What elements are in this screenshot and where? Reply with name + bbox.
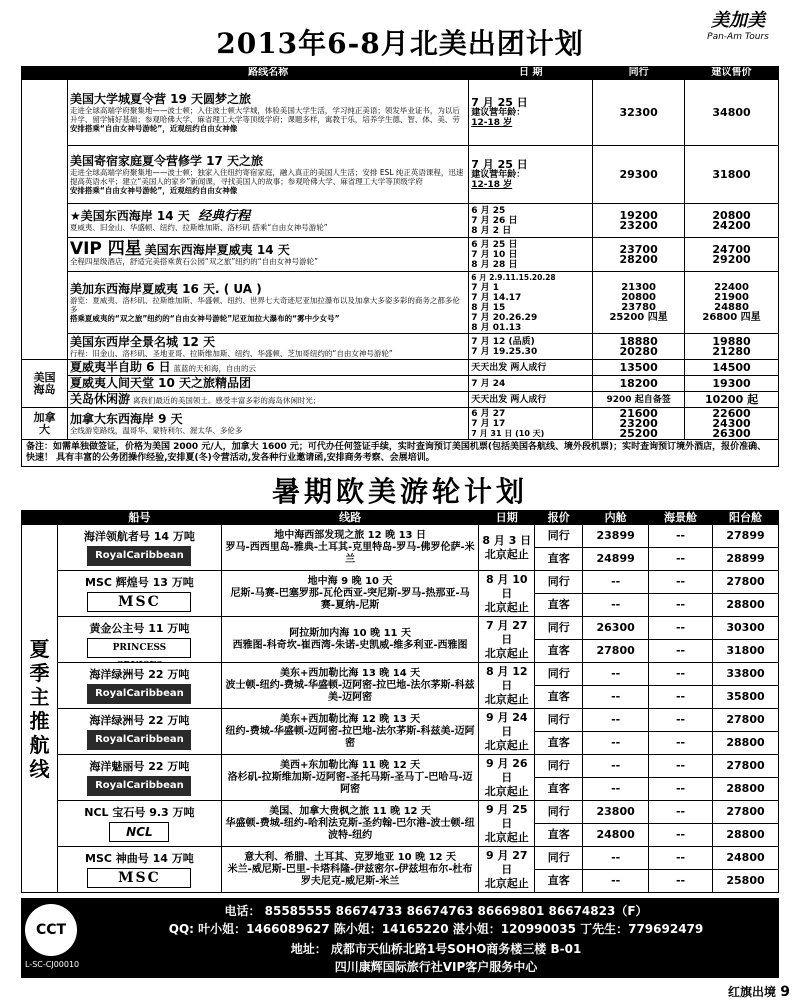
sail-date: 8 月 3 日: [482, 533, 532, 547]
balcony-price: 27899: [713, 525, 779, 548]
date-cell: [469, 146, 593, 204]
price-category: 同行: [535, 709, 583, 732]
route-cell: [67, 80, 468, 146]
retail-price: 22600 24300 26300: [685, 408, 779, 440]
oceanview-price: --: [649, 709, 713, 732]
route-cell: [221, 617, 478, 663]
side-label: [22, 525, 58, 893]
footer: [21, 898, 779, 978]
star-icon: ★: [69, 208, 81, 223]
date: 7 月 25 日: [471, 95, 528, 109]
retail-price: 14500: [685, 360, 779, 376]
route-name: 美国东西海岸夏威夷 14 天: [144, 242, 290, 257]
note-row: [22, 440, 779, 467]
route-title: 阿拉斯加内海 10 晚 11 天: [289, 627, 411, 639]
sail-date: 7 月 27 日: [485, 618, 528, 646]
peer-price: 13500: [593, 360, 685, 376]
departure-city: 北京起止: [484, 830, 529, 844]
ship-name: MSC 辉煌号 13 万吨: [85, 575, 194, 589]
header-peer: 同行: [593, 67, 685, 80]
departure-city: 北京起止: [484, 646, 529, 660]
balcony-price: 27800: [713, 801, 779, 824]
cruise-line-logo: RoyalCaribbean: [87, 730, 191, 750]
peer-price: 18880 20280: [593, 334, 685, 360]
route-desc: 行程：旧金山、洛杉矶、圣地亚哥、拉斯维加斯、纽约、华盛顿、芝加哥纽约的“自由女神号游轮”: [69, 348, 393, 358]
retail-price: 20800 24200: [685, 204, 779, 238]
sail-date: 8 月 12 日: [485, 664, 528, 692]
route-title: 意大利、希腊、土耳其、克罗地亚 10 晚 12 天: [244, 851, 456, 863]
date-cell: [469, 238, 593, 272]
route-title: 美东+西加勒比海 12 晚 13 天: [280, 713, 421, 725]
route-cell: [221, 847, 478, 893]
balcony-price: 28800: [713, 732, 779, 755]
date-cell: [479, 709, 535, 755]
route-name: 美国大学城夏令营 19 天圆梦之旅: [69, 91, 251, 106]
route-cell: [221, 801, 478, 847]
peer-price: 32300: [593, 80, 685, 146]
route-name: 美国东西海岸 14 天: [80, 208, 190, 223]
cruise-line-logo: NCL: [109, 822, 169, 842]
price-category: 直客: [535, 732, 583, 755]
date-cell: [479, 755, 535, 801]
inside-price: 23899: [583, 525, 649, 548]
sail-date: 9 月 25 日: [485, 802, 528, 830]
ship-name: NCL 宝石号 9.3 万吨: [84, 805, 195, 819]
oceanview-price: --: [649, 617, 713, 640]
ship-name: 海洋魅丽号 22 万吨: [89, 759, 190, 773]
inside-price: 26300: [583, 617, 649, 640]
inside-price: --: [583, 594, 649, 617]
inside-price: --: [583, 732, 649, 755]
oceanview-price: --: [649, 663, 713, 686]
peer-price: 18200: [593, 376, 685, 392]
ship-cell: [57, 709, 221, 755]
date-cell: 6 月 2.9.11.15.20.28 7 月 1 7 月 14.17 8 月 15 7 月 20.26.29 8 月 01.13: [469, 272, 593, 334]
inside-price: --: [583, 709, 649, 732]
balcony-price: 28800: [713, 778, 779, 801]
route-highlight: 搭乘夏威夷的“双之旅”纽约的“自由女神号游轮”尼亚加拉大瀑布的“雾中少女号”: [69, 313, 340, 323]
price-category: 同行: [535, 801, 583, 824]
oceanview-price: --: [649, 594, 713, 617]
price-category: 直客: [535, 594, 583, 617]
route-title: 地中海西部发现之旅 12 晚 13 日: [274, 529, 426, 541]
route-name: 美加东西海岸夏威夷 16 天. ( UA ): [69, 281, 262, 296]
date-cell: 7 月 12 (品质) 7 月 19.25.30: [469, 334, 593, 360]
route-ports: 洛杉矶-拉斯维加斯-迈阿密-圣托马斯-圣马丁-巴哈马-迈阿密: [227, 771, 473, 795]
price-category: 直客: [535, 686, 583, 709]
cruise-title: 暑期欧美游轮计划: [271, 475, 528, 508]
cct-logo: CCT: [25, 904, 77, 956]
balcony-price: 35800: [713, 686, 779, 709]
oceanview-price: --: [649, 847, 713, 870]
cruise-line-logo: RoyalCaribbean: [87, 684, 191, 704]
side-header: [22, 511, 58, 525]
route-cell: [67, 238, 468, 272]
license-number: L-SC-CJ00010: [25, 960, 80, 969]
date: 6 月 25 日: [471, 239, 518, 250]
balcony-price: 28899: [713, 548, 779, 571]
route-desc: 夏威夷、旧金山、华盛顿、纽约、拉斯维加斯、洛杉矶 搭乘“自由女神号游轮”: [69, 222, 328, 232]
route-ports: 纽约-费城-华盛顿-迈阿密-拉巴地-法尔茅斯-科兹美-迈阿密: [225, 725, 475, 749]
date: 6 月 25: [471, 205, 506, 216]
price-category: 直客: [535, 778, 583, 801]
departure-city: 北京起止: [484, 547, 529, 561]
route-cell: [221, 571, 478, 617]
sail-date: 9 月 24 日: [485, 710, 528, 738]
table-row: [22, 617, 779, 640]
table-row: [22, 801, 779, 824]
balcony-price: 31800: [713, 640, 779, 663]
inside-price: --: [583, 870, 649, 893]
region-header: [22, 67, 68, 80]
ship-name: MSC 神曲号 14 万吨: [85, 851, 194, 865]
date: 7 月 26 日: [471, 215, 518, 226]
route-title: 美西+东加勒比海 11 晚 12 天: [280, 759, 421, 771]
inside-price: 24800: [583, 824, 649, 847]
page-label: 红旗出境: [728, 985, 777, 999]
contact-phone: 电话： 85585555 86674733 86674763 86669801 86674823（F）: [224, 904, 648, 918]
oceanview-price: --: [649, 686, 713, 709]
table-row: [22, 755, 779, 778]
route-ports: 米兰-威尼斯-巴里-卡塔科隆-伊兹密尔-伊兹坦布尔-杜布罗夫尼克-威尼斯-米兰: [227, 863, 473, 887]
route-cell: 加拿大东西海岸 9 天 全线游览路线，温哥华、蒙特利尔、渥太华、多伦多: [67, 408, 468, 440]
ship-cell: [57, 755, 221, 801]
balcony-price: 25800: [713, 870, 779, 893]
region-cell: [22, 80, 68, 360]
date-cell: [479, 847, 535, 893]
peer-price: 23700 28200: [593, 238, 685, 272]
ship-cell: [57, 847, 221, 893]
side-label-text: 夏 季 主 推 航 线: [29, 636, 50, 781]
date-cell: [469, 204, 593, 238]
retail-price: 22400 21900 24880 26800 四星: [685, 272, 779, 334]
cruise-line-logo: RoyalCaribbean: [87, 776, 191, 796]
header-retail: 建议售价: [685, 67, 779, 80]
route-title: 美国、加拿大贵枫之旅 11 晚 12 天: [269, 805, 431, 817]
departure-city: 北京起止: [484, 600, 529, 614]
ship-name: 黄金公主号 11 万吨: [89, 621, 190, 635]
sail-date: 9 月 26 日: [485, 756, 528, 784]
sail-date: 8 月 10 日: [485, 572, 528, 600]
route-cell: [221, 755, 478, 801]
retail-price: 19880 21280: [685, 334, 779, 360]
route-desc: 走进全球高端学府聚集地——波士顿；入住波士顿大学城，体验美国大学生活，学习纯正美语；领发毕业证书，为以后升学、留学铺好基础；参观哈佛大学、麻省理工大学等顶级学府；课题多样，寓教于乐，培养学生德、智、体、美、劳: [69, 105, 460, 124]
cruise-line-logo: MSC: [87, 592, 191, 612]
departure-city: 北京起止: [484, 738, 529, 752]
date-cell: 6 月 27 7 月 17 7 月 31 日 (10 天): [469, 408, 593, 440]
table-row: [22, 334, 779, 360]
route-cell: 关岛休闲游 离我们最近的美国领土。感受丰富多彩的海岛休闲时光；: [67, 392, 468, 408]
route-desc: 走进全球高端学府聚集地——波士顿；独家入住纽约寄宿家庭，融入真正的美国人生活；安排 ESL 纯正英语课程，迅速提高英语水平；建立“美国人的家乡”新闻课，寻找美国人的故事；参观哈佛大学、麻省理工大学等顶级学府: [69, 167, 464, 186]
age-note: 建议营年龄：: [471, 107, 526, 118]
vip-label: VIP 四星: [69, 238, 142, 259]
route-cell: [67, 272, 468, 334]
cruise-line-logo: RoyalCaribbean: [87, 546, 191, 566]
inside-price: --: [583, 778, 649, 801]
retail-price: 19300: [685, 376, 779, 392]
date-cell: 天天出发 两人成行: [469, 392, 593, 408]
oceanview-price: --: [649, 755, 713, 778]
header-inside: 内舱: [583, 511, 649, 525]
company-name: 四川康辉国际旅行社VIP客户服务中心: [334, 960, 538, 974]
ship-cell: [57, 801, 221, 847]
ship-cell: [57, 525, 221, 571]
ship-name: 海洋领航者号 14 万吨: [83, 529, 195, 543]
price-category: 同行: [535, 617, 583, 640]
date-cell: [479, 801, 535, 847]
oceanview-price: --: [649, 640, 713, 663]
cruise-line-logo: MSC: [87, 868, 191, 888]
price-category: 直客: [535, 870, 583, 893]
route-cell: [67, 334, 468, 360]
oceanview-price: --: [649, 732, 713, 755]
route-title: 美东+西加勒比海 13 晚 14 天: [280, 667, 421, 679]
header-route: 线路: [221, 511, 478, 525]
table-row: [22, 238, 779, 272]
balcony-price: 28800: [713, 594, 779, 617]
departure-city: 北京起止: [484, 784, 529, 798]
oceanview-price: --: [649, 571, 713, 594]
date: 8 月 2 日: [471, 225, 512, 236]
oceanview-price: --: [649, 525, 713, 548]
route-name: 美国东西岸全景名城 12 天: [69, 334, 215, 349]
inside-price: --: [583, 847, 649, 870]
note-text: 备注：如需单独做签证，价格为美国 2000 元/人，加拿大 1600 元；可代办任何签证手续，实时查询预订美国机票(包括美国各航线、境外段机票)；实时查询预订境外酒店，报价准确、快速！ 具有丰富的公务团操作经验,安排夏(冬)令营活动,发各种行业邀请函,安排商务考察、会展培训。: [22, 440, 779, 467]
table-row: [22, 571, 779, 594]
inside-price: 27800: [583, 640, 649, 663]
table-row: [22, 80, 779, 146]
age-range: 12-18 岁: [471, 117, 513, 128]
route-highlight: 安排搭乘“自由女神号游轮”，近观纽约自由女神像: [69, 123, 238, 133]
table-row: [22, 847, 779, 870]
table-row: [22, 376, 779, 392]
page-title: 2013年6-8月北美出团计划: [216, 27, 584, 60]
table-row: [22, 146, 779, 204]
table-row: [22, 525, 779, 548]
date-cell: [479, 617, 535, 663]
age-range: 12-18 岁: [471, 179, 513, 190]
header-ship: 船号: [57, 511, 221, 525]
peer-price: 21300 20800 23780 25200 四星: [593, 272, 685, 334]
price-category: 同行: [535, 847, 583, 870]
route-desc: 全程四星级酒店，舒适完美搭乘黄石公园“双之旅”纽约的“自由女神号游轮”: [69, 256, 318, 266]
contact-address: 地址： 成都市天仙桥北路1号SOHO商务楼三楼 B-01: [290, 942, 582, 956]
inside-price: --: [583, 571, 649, 594]
table-row: [22, 360, 779, 376]
logo-cn: 美加美: [711, 10, 765, 31]
route-ports: 罗马-西西里岛-雅典-土耳其-克里特岛-罗马-佛罗伦萨-米兰: [225, 541, 475, 565]
inside-price: --: [583, 755, 649, 778]
pan-am-logo: [690, 6, 786, 58]
route-cell: [67, 146, 468, 204]
date-cell: 7 月 24: [469, 376, 593, 392]
balcony-price: 33800: [713, 663, 779, 686]
route-cell: [67, 204, 468, 238]
table-row: [22, 709, 779, 732]
ship-name: 海洋绿洲号 22 万吨: [89, 667, 190, 681]
route-cell: 夏威夷半自助 6 日 蓝蓝的天和海，自由的云: [67, 360, 468, 376]
route-cell: 夏威夷人间天堂 10 天之旅精品团: [67, 376, 468, 392]
inside-price: 23800: [583, 801, 649, 824]
cruise-table: [21, 510, 779, 893]
date: 8 月 28 日: [471, 259, 518, 270]
region-hawaii: 美国 海岛: [22, 360, 68, 408]
route-ports: 西雅图-科奇坎-崔西湾-朱诺-史凯威-维多利亚-西雅图: [232, 639, 468, 651]
date-cell: [479, 571, 535, 617]
retail-price: 34800: [685, 80, 779, 146]
balcony-price: 30300: [713, 617, 779, 640]
retail-price: 24700 29200: [685, 238, 779, 272]
retail-price: 31800: [685, 146, 779, 204]
date-cell: [469, 80, 593, 146]
age-note: 建议营年龄：: [471, 169, 526, 180]
price-category: 直客: [535, 640, 583, 663]
retail-price: 10200 起: [685, 392, 779, 408]
route-ports: 华盛顿-费城-纽约-哈利法克斯-圣约翰-巴尔港-波士顿-纽波特-纽约: [225, 817, 475, 841]
peer-price: 19200 23200: [593, 204, 685, 238]
table-row: [22, 392, 779, 408]
oceanview-price: --: [649, 801, 713, 824]
price-category: 同行: [535, 755, 583, 778]
oceanview-price: --: [649, 870, 713, 893]
route-highlight: 安排搭乘“自由女神号游轮”，近观纽约自由女神像: [69, 185, 238, 195]
cruise-line-logo: PRINCESS: [87, 638, 191, 658]
peer-price: 9200 起自备签: [593, 392, 685, 408]
route-cell: [221, 709, 478, 755]
oceanview-price: --: [649, 778, 713, 801]
table-header: [22, 67, 779, 80]
route-title: 地中海 9 晚 10 天: [307, 575, 393, 587]
header-date: 日 期: [469, 67, 593, 80]
balcony-price: 28800: [713, 824, 779, 847]
date: 7 月 25 日: [471, 157, 528, 171]
ship-name: 海洋绿洲号 22 万吨: [89, 713, 190, 727]
balcony-price: 27800: [713, 571, 779, 594]
oceanview-price: --: [649, 548, 713, 571]
price-category: 同行: [535, 571, 583, 594]
route-name: 美国寄宿家庭夏令营修学 17 天之旅: [69, 153, 263, 168]
page-footer: [728, 983, 790, 1000]
ship-cell: [57, 663, 221, 709]
table-row: [22, 408, 779, 440]
logo-en: Pan-Am Tours: [707, 32, 769, 42]
balcony-price: 24800: [713, 847, 779, 870]
table-row: [22, 272, 779, 334]
price-category: 同行: [535, 525, 583, 548]
balcony-price: 27800: [713, 709, 779, 732]
sail-date: 9 月 27 日: [485, 848, 528, 876]
table-row: [22, 204, 779, 238]
route-cell: [221, 663, 478, 709]
departure-city: 北京起止: [484, 876, 529, 890]
route-ports: 尼斯-马赛-巴塞罗那-瓦伦西亚-突尼斯-罗马-热那亚-马赛-夏纳-尼斯: [230, 587, 470, 611]
price-category: 同行: [535, 663, 583, 686]
route-cell: [221, 525, 478, 571]
table-header: [22, 511, 779, 525]
inside-price: --: [583, 663, 649, 686]
date-cell: [479, 525, 535, 571]
contact-qq: QQ: 叶小姐：1466089627 陈小姐：14165220 湛小姐：120990035 丁先生：779692479: [168, 922, 704, 936]
route-ports: 波士顿-纽约-费城-华盛顿-迈阿密-拉巴地-法尔茅斯-科兹美-迈阿密: [225, 679, 475, 703]
inside-price: --: [583, 686, 649, 709]
date: 7 月 10 日: [471, 249, 518, 260]
page-number: 9: [780, 984, 790, 1000]
header-date: 日期: [479, 511, 535, 525]
departure-city: 北京起止: [484, 692, 529, 706]
date-cell: 天天出发 两人成行: [469, 360, 593, 376]
price-category: 直客: [535, 548, 583, 571]
ship-cell: [57, 617, 221, 663]
balcony-price: 27800: [713, 755, 779, 778]
price-category: 直客: [535, 824, 583, 847]
inside-price: 24899: [583, 548, 649, 571]
region-canada: 加拿 大: [22, 408, 68, 440]
table-row: [22, 663, 779, 686]
peer-price: 21600 23200 25200: [593, 408, 685, 440]
north-america-table: [21, 66, 779, 467]
header-route: 路线名称: [67, 67, 468, 80]
date-cell: [479, 663, 535, 709]
header-balcony: 阳台舱: [713, 511, 779, 525]
route-desc: 游览：夏威夷、洛杉矶、拉斯维加斯、华盛顿、纽约、世界七大奇迹尼亚加拉瀑布以及加拿大多姿多彩的商务之都多伦多: [69, 295, 460, 314]
peer-price: 29300: [593, 146, 685, 204]
oceanview-price: --: [649, 824, 713, 847]
route-tag: 经典行程: [198, 208, 251, 224]
ship-cell: [57, 571, 221, 617]
header-quote: 报价: [535, 511, 583, 525]
header-oceanview: 海景舱: [649, 511, 713, 525]
